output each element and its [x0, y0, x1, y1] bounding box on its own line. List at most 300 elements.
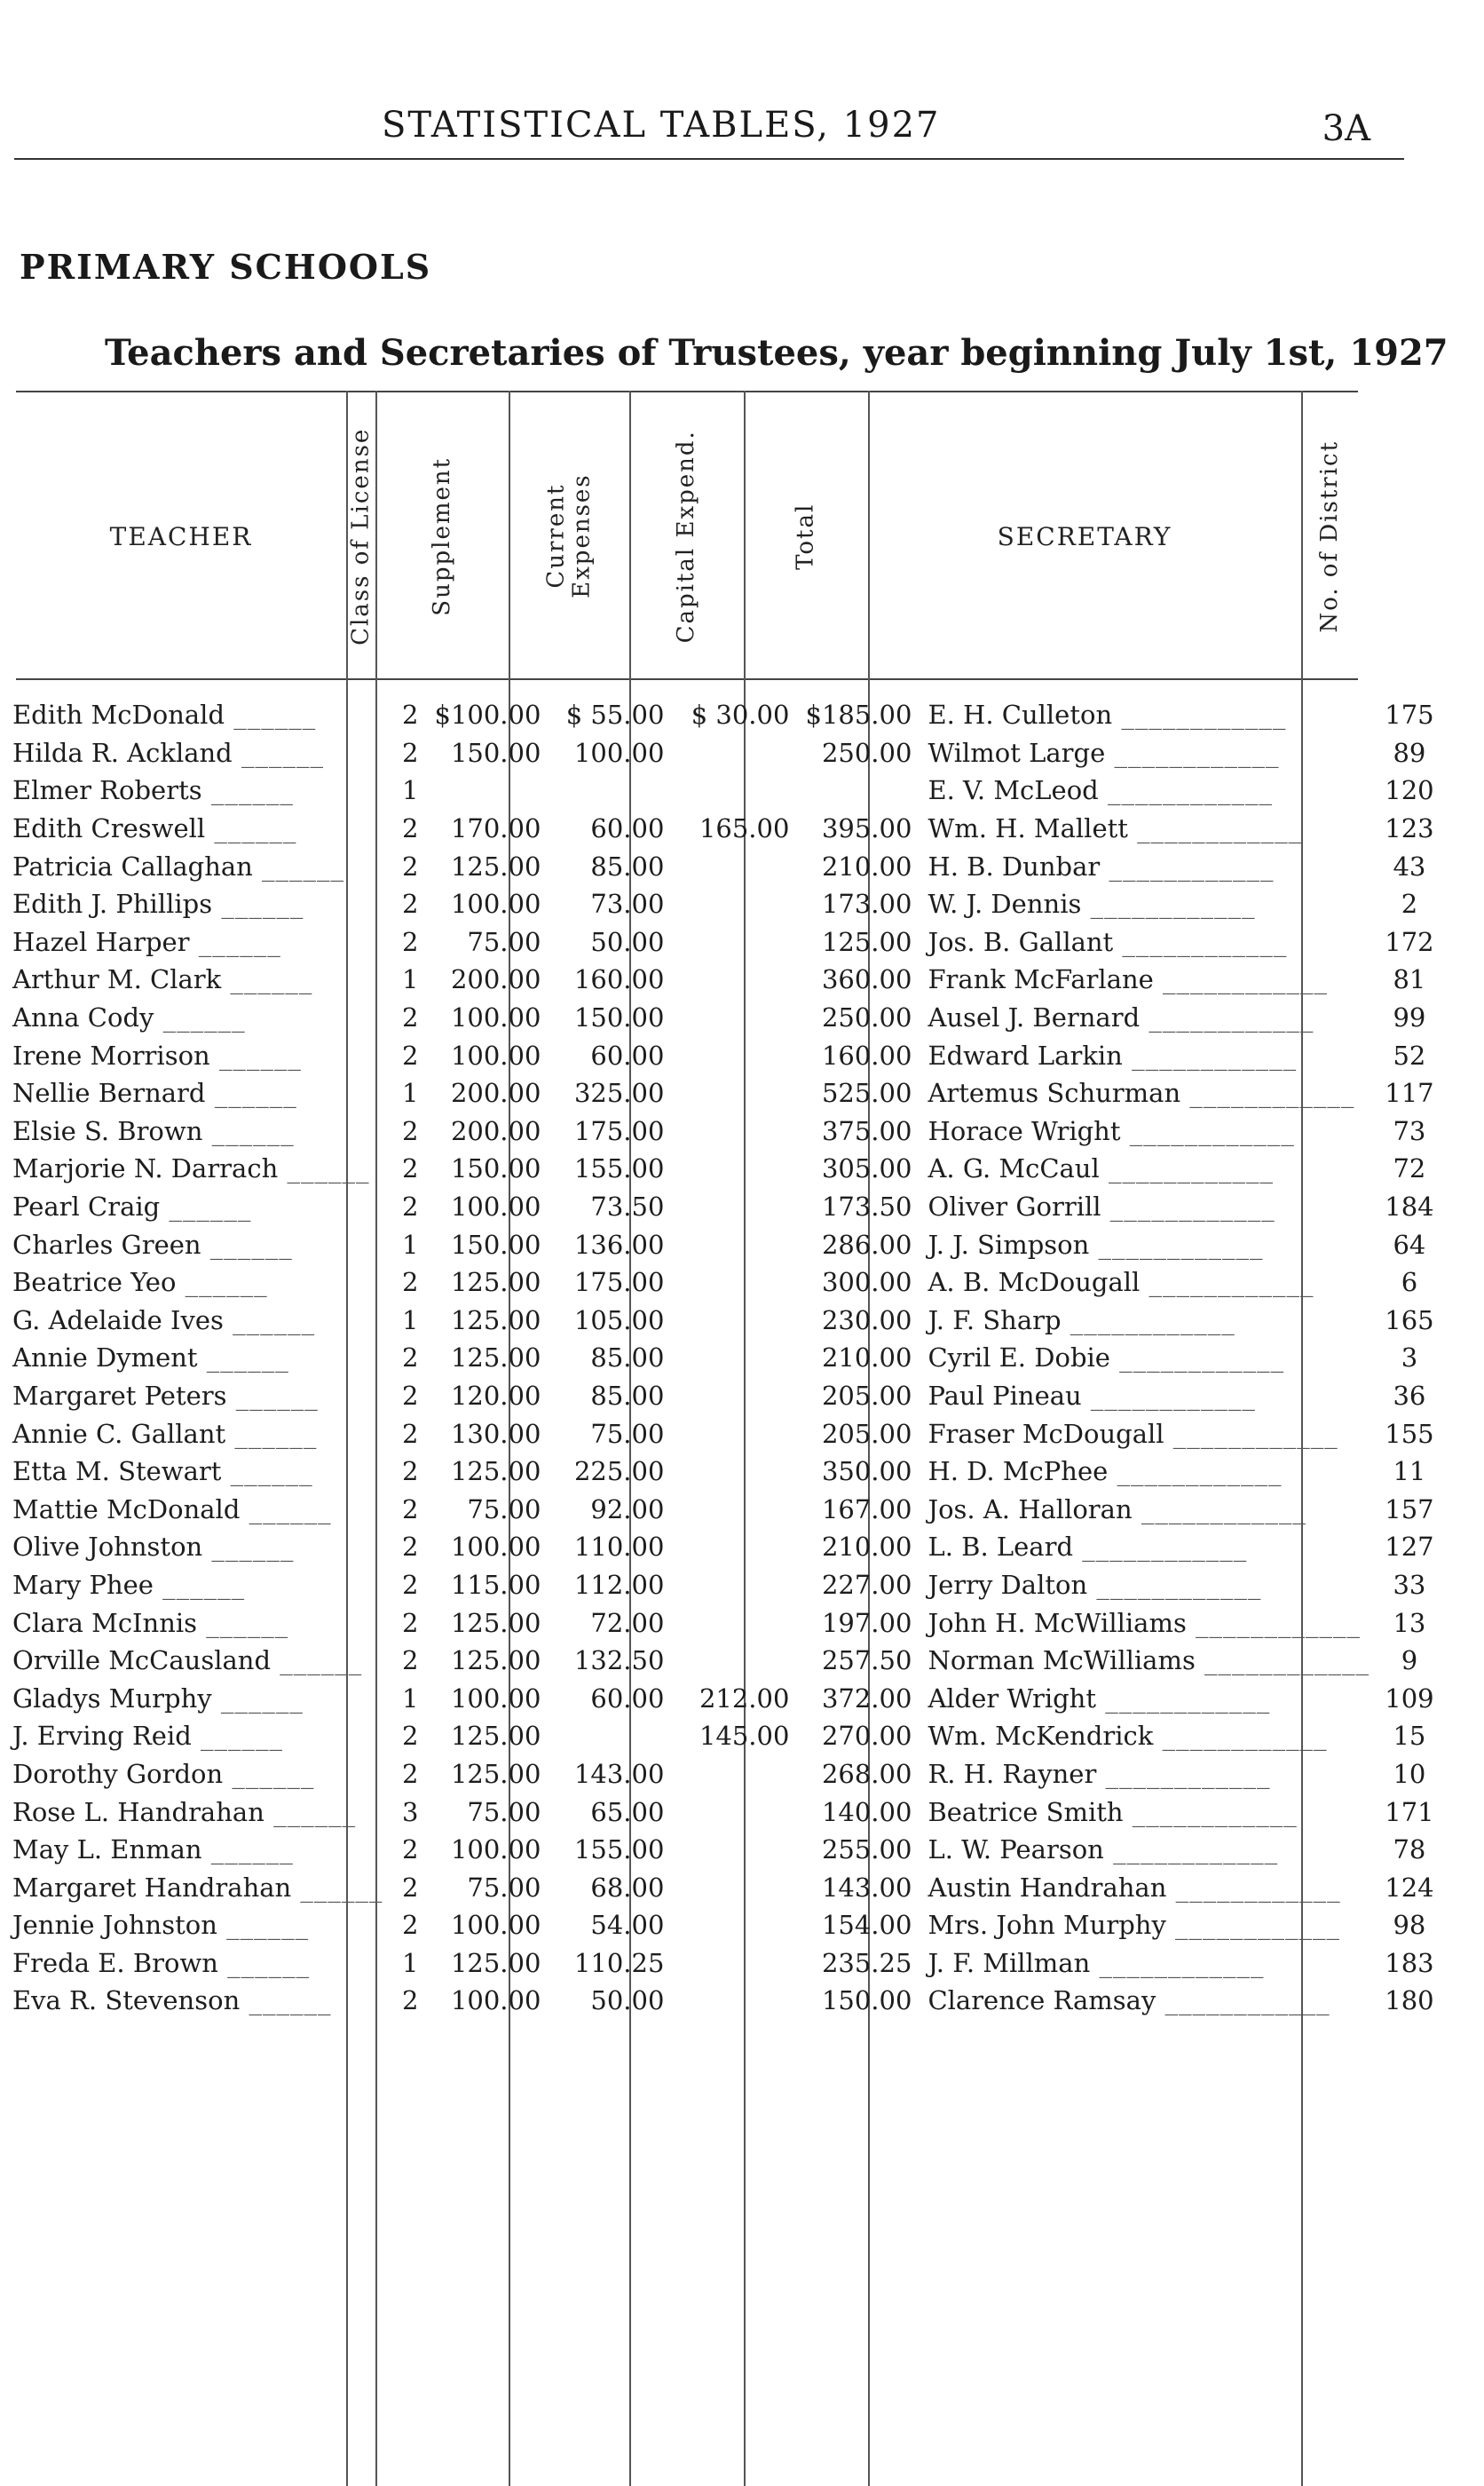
leader-dots: ____________ — [1186, 1607, 1362, 1638]
table-row — [0, 1566, 1442, 1604]
leader-dots: ______ — [232, 737, 324, 768]
leader-dots: ______ — [278, 1153, 370, 1184]
cell-tot: 395.00 — [821, 813, 912, 844]
cell-cap: 212.00 — [699, 1682, 790, 1714]
cell-teacher: Marjorie N. Darrach ______ — [12, 1153, 370, 1184]
cell-dist: 109 — [1385, 1682, 1434, 1714]
cell-cap — [671, 1339, 796, 1377]
cell-dist: 9 — [1401, 1645, 1418, 1676]
cell-teacher: Eva R. Stevenson ______ — [12, 1985, 332, 2016]
cell-dist: 127 — [1385, 1532, 1434, 1563]
cell-cls: 2 — [401, 1645, 419, 1676]
cell-teacher: Freda E. Brown ______ — [12, 1947, 311, 1978]
cell-sec: Horace Wright ____________ — [928, 1115, 1295, 1146]
cell-cur: 54.00 — [590, 1910, 665, 1941]
cell-supp: 125.00 — [450, 1758, 541, 1789]
cell-teacher: Olive Johnston ______ — [12, 1532, 295, 1563]
table-row — [0, 1679, 1442, 1717]
data-table — [0, 696, 1442, 2020]
leader-dots: ______ — [160, 1192, 252, 1223]
cell-cap — [671, 772, 796, 810]
cell-dist: 13 — [1393, 1607, 1426, 1638]
cell-sec: H. B. Dunbar ____________ — [928, 851, 1275, 882]
cell-tot: 210.00 — [821, 1342, 912, 1374]
table-row — [0, 734, 1442, 772]
cell-cap — [671, 1377, 796, 1415]
leader-dots: ____________ — [1096, 1758, 1271, 1789]
cell-supp: 200.00 — [450, 1078, 541, 1109]
cell-dist: 78 — [1393, 1834, 1426, 1865]
leader-dots: ____________ — [1089, 1229, 1264, 1260]
cell-supp: 150.00 — [450, 1229, 541, 1260]
cell-cap: 145.00 — [699, 1721, 790, 1752]
cell-dist: 15 — [1393, 1721, 1426, 1752]
leader-dots: ____________ — [1113, 926, 1288, 957]
table-row — [0, 696, 1442, 734]
cell-tot: 270.00 — [821, 1721, 912, 1752]
cell-cur: 75.00 — [590, 1418, 665, 1449]
cell-cap — [671, 1453, 796, 1491]
cell-tot: 205.00 — [821, 1380, 912, 1411]
cell-cap — [671, 1755, 796, 1793]
cell-cap — [671, 1150, 796, 1188]
page-number: 3A — [1322, 108, 1370, 149]
table-row — [0, 772, 1442, 810]
cell-supp: 200.00 — [450, 1115, 541, 1146]
cell-cap — [671, 1188, 796, 1226]
cell-teacher: Annie C. Gallant ______ — [12, 1418, 318, 1449]
cell-cls: 2 — [401, 813, 419, 844]
cell-cap — [671, 847, 796, 885]
table-row — [0, 1906, 1442, 1944]
leader-dots: ____________ — [1153, 964, 1329, 995]
cell-teacher: Edith Creswell ______ — [12, 813, 297, 844]
cell-sec: E. V. McLeod ____________ — [928, 775, 1273, 806]
cell-tot: 255.00 — [821, 1834, 912, 1865]
cell-teacher: Mattie McDonald ______ — [12, 1493, 332, 1524]
cell-tot: 227.00 — [821, 1569, 912, 1600]
cell-teacher: Charles Green ______ — [12, 1229, 293, 1260]
leader-dots: ______ — [202, 1532, 295, 1563]
cell-sec: Frank McFarlane ____________ — [928, 964, 1329, 995]
cell-tot: 230.00 — [821, 1304, 912, 1335]
cell-dist: 89 — [1393, 737, 1426, 768]
cell-cls: 2 — [401, 1985, 419, 2016]
cell-cls: 2 — [401, 1418, 419, 1449]
cell-supp: 100.00 — [450, 1192, 541, 1223]
cell-sec: Clarence Ramsay ____________ — [928, 1985, 1330, 2016]
table-row — [0, 1793, 1442, 1831]
table-row — [0, 1074, 1442, 1112]
cell-cur: 325.00 — [573, 1078, 665, 1109]
cell-teacher: Hazel Harper ______ — [12, 926, 281, 957]
table-row — [0, 1831, 1442, 1869]
leader-dots: ____________ — [1132, 1493, 1306, 1524]
cell-dist: 6 — [1401, 1267, 1418, 1298]
cell-cap — [671, 1414, 796, 1453]
cell-cls: 1 — [401, 1078, 419, 1109]
leader-dots: ______ — [226, 1380, 319, 1411]
leader-dots: ______ — [252, 851, 345, 882]
cell-cls: 2 — [401, 1153, 419, 1184]
leader-dots: ______ — [291, 1872, 383, 1903]
leader-dots: ______ — [225, 1418, 318, 1449]
cell-cur: 105.00 — [573, 1304, 665, 1335]
cell-cur: 150.00 — [573, 1002, 665, 1033]
cell-sec: Austin Handrahan ____________ — [928, 1872, 1341, 1903]
cell-supp: 100.00 — [450, 1040, 541, 1071]
cell-cap — [671, 1982, 796, 2020]
cell-cap — [671, 1036, 796, 1074]
cell-sec: E. H. Culleton ____________ — [928, 700, 1287, 731]
cell-tot: 210.00 — [821, 1532, 912, 1563]
cell-cls: 2 — [401, 1192, 419, 1223]
header-rule — [14, 158, 1404, 160]
table-row — [0, 1414, 1442, 1453]
cell-sec: Jos. A. Halloran ____________ — [928, 1493, 1306, 1524]
cell-teacher: Annie Dyment ______ — [12, 1342, 289, 1374]
cell-cap — [671, 1566, 796, 1604]
cell-dist: 171 — [1385, 1796, 1434, 1827]
cell-sec: Ausel J. Bernard ____________ — [928, 1002, 1314, 1033]
cell-teacher: Beatrice Yeo ______ — [12, 1267, 268, 1298]
cell-dist: 120 — [1385, 775, 1434, 806]
cell-supp: $100.00 — [434, 700, 541, 731]
cell-supp: 100.00 — [450, 1985, 541, 2016]
cell-sec: L. W. Pearson ____________ — [928, 1834, 1279, 1865]
leader-dots: ______ — [240, 1493, 332, 1524]
cell-teacher: Margaret Peters ______ — [12, 1380, 319, 1411]
cell-cur: 160.00 — [573, 964, 665, 995]
leader-dots: ____________ — [1120, 1115, 1295, 1146]
cell-tot: 250.00 — [821, 1002, 912, 1033]
leader-dots: ____________ — [1166, 1872, 1341, 1903]
leader-dots: ____________ — [1105, 737, 1280, 768]
cell-cur: 85.00 — [590, 1380, 665, 1411]
leader-dots: ____________ — [1123, 1796, 1298, 1827]
leader-dots: ______ — [264, 1796, 357, 1827]
leader-dots: ______ — [225, 700, 317, 731]
cell-cap — [671, 1906, 796, 1944]
leader-dots: ______ — [217, 1910, 310, 1941]
cell-dist: 99 — [1393, 1002, 1426, 1033]
column-header-supplement: Supplement — [428, 456, 455, 616]
cell-cur: 65.00 — [590, 1796, 665, 1827]
column-header-teacher: TEACHER — [109, 521, 253, 551]
cell-tot: 205.00 — [821, 1418, 912, 1449]
column-header-district: No. of District — [1315, 439, 1343, 633]
cell-tot: 300.00 — [821, 1267, 912, 1298]
cell-tot: 268.00 — [821, 1758, 912, 1789]
leader-dots: ______ — [209, 1040, 302, 1071]
leader-dots: ____________ — [1096, 1682, 1271, 1714]
cell-tot: 250.00 — [821, 737, 912, 768]
cell-cap — [671, 1603, 796, 1642]
leader-dots: ____________ — [1061, 1304, 1235, 1335]
cell-cls: 1 — [401, 1947, 419, 1978]
leader-dots: ______ — [189, 926, 281, 957]
cell-sec: Beatrice Smith ____________ — [928, 1796, 1298, 1827]
leader-dots: ______ — [212, 889, 304, 920]
cell-cap — [671, 1642, 796, 1680]
cell-supp: 115.00 — [450, 1569, 541, 1600]
cell-dist: 184 — [1385, 1192, 1434, 1223]
cell-cur — [548, 1717, 671, 1755]
cell-tot: 235.25 — [821, 1947, 912, 1978]
table-row — [0, 1112, 1442, 1151]
cell-teacher: Anna Cody ______ — [12, 1002, 246, 1033]
cell-teacher: Elsie S. Brown ______ — [12, 1115, 295, 1146]
cell-tot: 143.00 — [821, 1872, 912, 1903]
leader-dots: ______ — [240, 1985, 332, 2016]
cell-cur: 136.00 — [573, 1229, 665, 1260]
leader-dots: ____________ — [1156, 1985, 1330, 2016]
cell-sec: John H. McWilliams ____________ — [928, 1607, 1362, 1638]
cell-cur: 73.50 — [590, 1192, 665, 1223]
cell-dist: 180 — [1385, 1985, 1434, 2016]
cell-cls: 2 — [401, 1910, 419, 1941]
leader-dots: ______ — [221, 964, 313, 995]
cell-tot: $185.00 — [805, 700, 912, 731]
cell-cap — [671, 1528, 796, 1566]
cell-teacher: Nellie Bernard ______ — [12, 1078, 297, 1109]
cell-cap — [671, 1831, 796, 1869]
cell-supp: 125.00 — [450, 851, 541, 882]
cell-cls: 2 — [401, 926, 419, 957]
cell-cls: 1 — [401, 1229, 419, 1260]
table-row — [0, 999, 1442, 1037]
cell-cls: 2 — [401, 1040, 419, 1071]
cell-teacher: Dorothy Gordon ______ — [12, 1758, 315, 1789]
cell-teacher: Orville McCausland ______ — [12, 1645, 363, 1676]
cell-tot: 125.00 — [821, 926, 912, 957]
cell-supp: 170.00 — [450, 813, 541, 844]
cell-teacher: Elmer Roberts ______ — [12, 775, 294, 806]
cell-teacher: Jennie Johnston ______ — [12, 1910, 310, 1941]
cell-cur: 143.00 — [573, 1758, 665, 1789]
table-row — [0, 1225, 1442, 1263]
cell-teacher: Mary Phee ______ — [12, 1569, 246, 1600]
cell-dist: 123 — [1385, 813, 1434, 844]
cell-tot: 375.00 — [821, 1115, 912, 1146]
cell-teacher: Etta M. Stewart ______ — [12, 1456, 313, 1487]
cell-cur: $ 55.00 — [565, 700, 665, 731]
cell-teacher: Edith McDonald ______ — [12, 700, 317, 731]
cell-supp: 75.00 — [467, 1796, 541, 1827]
cell-cur: 50.00 — [590, 926, 665, 957]
cell-tot: 257.50 — [821, 1645, 912, 1676]
table-row — [0, 923, 1442, 962]
column-header-capital-expend: Capital Expend. — [673, 429, 700, 644]
leader-dots: ______ — [202, 1115, 295, 1146]
cell-sec: Norman McWilliams ____________ — [928, 1645, 1370, 1676]
cell-tot: 150.00 — [821, 1985, 912, 2016]
cell-cur: 85.00 — [590, 1342, 665, 1374]
cell-sec: W. J. Dennis ____________ — [928, 889, 1256, 920]
cell-cur: 60.00 — [590, 1040, 665, 1071]
leader-dots: ____________ — [1153, 1721, 1328, 1752]
leader-dots: ______ — [176, 1267, 268, 1298]
cell-sec: Mrs. John Murphy ____________ — [928, 1910, 1341, 1941]
cell-dist: 73 — [1393, 1115, 1426, 1146]
cell-sec: J. J. Simpson ____________ — [928, 1229, 1264, 1260]
cell-tot: 210.00 — [821, 851, 912, 882]
table-row — [0, 961, 1442, 999]
cell-dist: 10 — [1393, 1758, 1426, 1789]
column-header-class-of-license: Class of License — [347, 427, 375, 645]
cell-cls: 2 — [401, 1758, 419, 1789]
cell-tot: 167.00 — [821, 1493, 912, 1524]
cell-dist: 155 — [1385, 1418, 1434, 1449]
cell-cur: 110.25 — [573, 1947, 665, 1978]
cell-cur: 155.00 — [573, 1153, 665, 1184]
cell-cur: 73.00 — [590, 889, 665, 920]
cell-cls: 2 — [401, 1834, 419, 1865]
cell-cls: 2 — [401, 1267, 419, 1298]
leader-dots: ______ — [197, 1607, 289, 1638]
cell-supp: 125.00 — [450, 1721, 541, 1752]
leader-dots: ______ — [197, 1342, 289, 1374]
cell-supp: 125.00 — [450, 1947, 541, 1978]
leader-dots: ____________ — [1103, 1834, 1279, 1865]
cell-tot: 286.00 — [821, 1229, 912, 1260]
cell-supp: 200.00 — [450, 964, 541, 995]
cell-cur: 85.00 — [590, 851, 665, 882]
leader-dots: ____________ — [1195, 1645, 1370, 1676]
cell-dist: 11 — [1393, 1456, 1426, 1487]
cell-supp: 120.00 — [450, 1380, 541, 1411]
cell-teacher: Rose L. Handrahan ______ — [12, 1796, 357, 1827]
cell-cap — [671, 734, 796, 772]
leader-dots: ____________ — [1108, 1456, 1283, 1487]
cell-cls: 2 — [401, 737, 419, 768]
cell-cur: 68.00 — [590, 1872, 665, 1903]
table-row — [0, 1377, 1442, 1415]
leader-dots: ______ — [154, 1002, 246, 1033]
table-row — [0, 1603, 1442, 1642]
table-row — [0, 1036, 1442, 1074]
cell-cls: 2 — [401, 1721, 419, 1752]
cell-cur: 112.00 — [573, 1569, 665, 1600]
cell-tot: 160.00 — [821, 1040, 912, 1071]
cell-cls: 2 — [401, 1456, 419, 1487]
cell-cap — [671, 1112, 796, 1151]
leader-dots: ______ — [201, 1834, 294, 1865]
table-top-rule — [16, 391, 1358, 392]
cell-cap — [671, 1074, 796, 1112]
cell-sec: L. B. Leard ____________ — [928, 1532, 1248, 1563]
cell-sec: Alder Wright ____________ — [928, 1682, 1271, 1714]
cell-cls: 2 — [401, 1002, 419, 1033]
cell-supp: 150.00 — [450, 737, 541, 768]
cell-sec: Paul Pineau ____________ — [928, 1380, 1256, 1411]
cell-sec: Wm. H. Mallett ____________ — [928, 813, 1303, 844]
cell-cls: 2 — [401, 851, 419, 882]
cell-supp: 125.00 — [450, 1645, 541, 1676]
cell-supp: 75.00 — [467, 1493, 541, 1524]
cell-dist: 157 — [1385, 1493, 1434, 1524]
cell-dist: 3 — [1401, 1342, 1418, 1374]
table-row — [0, 1150, 1442, 1188]
cell-cap — [671, 961, 796, 999]
leader-dots: ____________ — [1073, 1532, 1248, 1563]
cell-supp: 100.00 — [450, 1834, 541, 1865]
cell-cap: 165.00 — [699, 813, 790, 844]
cell-cur: 60.00 — [590, 1682, 665, 1714]
cell-supp: 125.00 — [450, 1456, 541, 1487]
leader-dots: ______ — [201, 775, 294, 806]
cell-teacher: Gladys Murphy ______ — [12, 1682, 304, 1714]
table-row — [0, 1490, 1442, 1528]
cell-dist: 33 — [1393, 1569, 1426, 1600]
cell-sec: Jos. B. Gallant ____________ — [928, 926, 1288, 957]
cell-teacher: Pearl Craig ______ — [12, 1192, 252, 1223]
cell-dist: 81 — [1393, 964, 1426, 995]
cell-sec: Wm. McKendrick ____________ — [928, 1721, 1328, 1752]
cell-teacher: J. Erving Reid ______ — [12, 1721, 284, 1752]
table-row — [0, 810, 1442, 848]
leader-dots: ____________ — [1087, 1569, 1262, 1600]
cell-dist: 43 — [1393, 851, 1426, 882]
cell-cap — [671, 923, 796, 962]
cell-dist: 183 — [1385, 1947, 1434, 1978]
cell-cap — [671, 1302, 796, 1340]
leader-dots: ______ — [217, 1947, 311, 1978]
leader-dots: ____________ — [1140, 1002, 1314, 1033]
cell-cap — [671, 1225, 796, 1263]
cell-sec: H. D. McPhee ____________ — [928, 1456, 1283, 1487]
cell-supp: 100.00 — [450, 1910, 541, 1941]
cell-cls: 2 — [401, 1342, 419, 1374]
leader-dots: ____________ — [1090, 1947, 1265, 1978]
cell-cap — [671, 885, 796, 923]
cell-supp — [423, 772, 548, 810]
cell-cur: 175.00 — [573, 1267, 665, 1298]
cell-supp: 100.00 — [450, 889, 541, 920]
cell-cls: 2 — [401, 1872, 419, 1903]
cell-cur: 132.50 — [573, 1645, 665, 1676]
cell-teacher: Hilda R. Ackland ______ — [12, 737, 324, 768]
cell-cur — [548, 772, 671, 810]
table-row — [0, 1717, 1442, 1755]
running-head: STATISTICAL TABLES, 1927 — [382, 105, 941, 146]
cell-teacher: Patricia Callaghan ______ — [12, 851, 345, 882]
cell-sec: A. G. McCaul ____________ — [928, 1153, 1274, 1184]
cell-sec: Jerry Dalton ____________ — [928, 1569, 1262, 1600]
cell-dist: 2 — [1401, 889, 1418, 920]
leader-dots: ______ — [211, 1682, 304, 1714]
cell-dist: 117 — [1385, 1078, 1434, 1109]
cell-tot — [796, 772, 919, 810]
cell-cur: 175.00 — [573, 1115, 665, 1146]
table-row — [0, 885, 1442, 923]
leader-dots: ______ — [205, 813, 297, 844]
leader-dots: ______ — [191, 1721, 284, 1752]
cell-dist: 64 — [1393, 1229, 1426, 1260]
cell-tot: 305.00 — [821, 1153, 912, 1184]
cell-dist: 172 — [1385, 926, 1434, 957]
cell-cap — [671, 1793, 796, 1831]
cell-cls: 2 — [401, 700, 419, 731]
cell-supp: 100.00 — [450, 1532, 541, 1563]
cell-cap: $ 30.00 — [691, 700, 790, 731]
cell-cur: 225.00 — [573, 1456, 665, 1487]
cell-cls: 2 — [401, 1493, 419, 1524]
cell-tot: 197.00 — [821, 1607, 912, 1638]
leader-dots: ____________ — [1112, 700, 1287, 731]
cell-cur: 72.00 — [590, 1607, 665, 1638]
column-header-secretary: SECRETARY — [997, 521, 1172, 551]
